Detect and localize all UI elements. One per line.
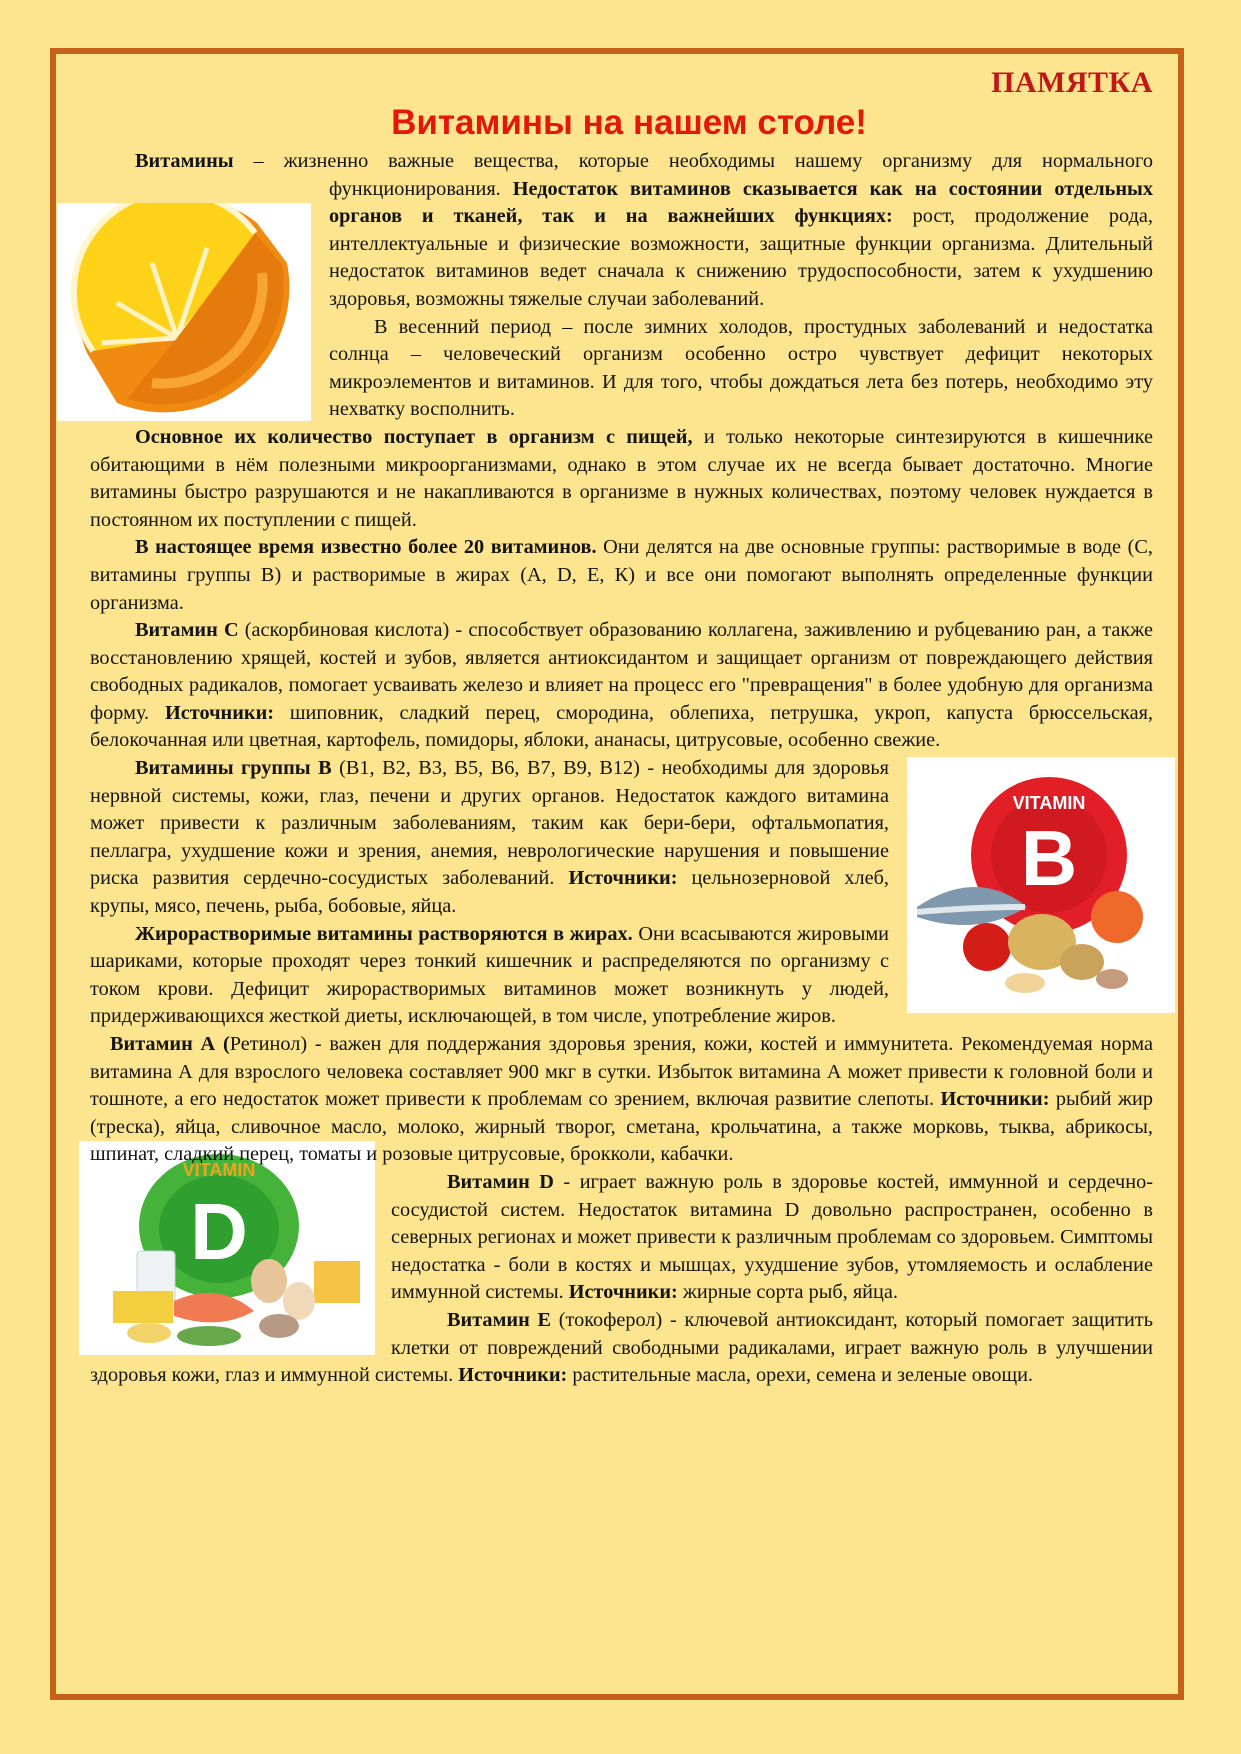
- mushroom-icon: [259, 1314, 299, 1338]
- paragraph-vitamin-a: Витамин А (Ретинол) - важен для поддержания здоровья зрения, кожи, костей и иммунитета. Рекомендуемая норма витамина А для взрослого человека составляет 900 мкг в сутки. Избыток витамина А может привести к головной боли и тошноте, а его недостаток может привести к проблемам со зрением, включая развитие слепоты. Источники: рыбий жир (треска), яйца, сливочное масло, молоко, жирный творог, сметана, крольчатина, а также морковь, тыква, абрикосы, шпинат, сладкий перец, томаты и розовые цитрусовые, брокколи, кабачки.: [90, 1033, 1153, 1166]
- paragraph-vitamin-e: Витамин Е (токоферол) - ключевой антиоксидант, который помогает защитить клетки от повреждений свободными радикалами, играет важную роль в улучшении здоровья кожи, глаз и иммунной системы. Источники: растительные масла, орехи, семена и зеленые овощи.: [90, 1308, 1153, 1387]
- paragraph-intake: Основное их количество поступает в организм с пищей, и только некоторые синтезируются в кишечнике обитающими в нём полезными микроорганизмами, однако в этом случае их не всегда бывает достаточно. Многие витамины быстро разрушаются и не накапливаются в организме в нужных количествах, поэтому человек нуждается в постоянном их поступлении с пищей.: [90, 425, 1153, 531]
- svg-text:VITAMIN: VITAMIN: [182, 1159, 256, 1180]
- memo-label: ПАМЯТКА: [991, 66, 1153, 99]
- article-body: [90, 148, 1153, 1390]
- vitamin-d-image: [79, 1141, 375, 1355]
- peas-icon: [177, 1326, 241, 1346]
- lemon-slice-icon: [57, 203, 311, 421]
- paragraph-vitamin-b: Витамины группы В (В1, В2, В3, В5, В6, В7, В9, В12) - необходимы для здоровья нервной системы, кожи, глаз, печени и других органов. Недостаток каждого витамина может привести к различным заболеваниям, таким как бери-бери, офтальмопатия, пеллагра, ухудшение кожи и зрения, анемия, неврологические нарушения и повышение риска развития сердечно-сосудистых заболеваний. Источники: цельнозерновой хлеб, крупы, мясо, печень, рыба, бобовые, яйца.: [90, 757, 889, 918]
- svg-text:B: B: [1020, 814, 1078, 903]
- vitamin-b-image: [907, 757, 1175, 1013]
- paragraph-spring: В весенний период – после зимних холодов, простудных заболеваний и недостатка солнца – человеческий организм особенно остро чувствует дефицит некоторых микроэлементов и витаминов. И для того, чтобы дождаться лета без потерь, необходимо эту нехватку восполнить.: [329, 315, 1153, 421]
- crab-icon: [1091, 891, 1143, 943]
- paragraph-groups: В настоящее время известно более 20 витаминов. Они делятся на две основные группы: растворимые в воде (С, витамины группы В) и растворимые в жирах (А, D, Е, К) и все они помогают выполнять определенные функции организма.: [90, 536, 1153, 614]
- lemon-slice-image: [57, 203, 311, 421]
- cheese-icon: [113, 1291, 173, 1323]
- page-title: Витамины на нашем столе!: [391, 103, 867, 142]
- paragraph-vitamin-d: Витамин D - играет важную роль в здоровье костей, иммунной и сердечно-сосудистой систем. Недостаток витамина D довольно распространен, особенно в северных регионах и может привести к различным проблемам со здоровьем. Симптомы недостатка - боли в костях и мышцах, ухудшение зубов, утомляемость и ослабление иммунной системы. Источники: жирные сорта рыб, яйца.: [391, 1170, 1153, 1304]
- svg-text:D: D: [190, 1186, 248, 1276]
- mushroom-icon: [1096, 969, 1128, 989]
- paragraph-fat-soluble: Жирорастворимые витамины растворяются в жирах. Они всасываются жировыми шариками, которые проходят через тонкий кишечник и распределяются по организму с током крови. Дефицит жирорастворимых витаминов может возникнуть у людей, придерживающихся жесткой диеты, исключающей, в том числе, употребление жиров.: [90, 922, 890, 1028]
- tomato-icon: [963, 923, 1011, 971]
- svg-text:VITAMIN: VITAMIN: [1012, 793, 1086, 814]
- egg-icon: [251, 1259, 287, 1303]
- beans-icon: [1005, 973, 1045, 993]
- paragraph-intro: Витамины – жизненно важные вещества, которые необходимы нашему организму для нормального функционирования. Недостаток витаминов сказывается как на состоянии отдельных органов и тканей, так и на важнейших функциях: рост, продолжение рода, интеллектуальные и физические возможности, защитные функции организма. Длительный недостаток витаминов ведет сначала к снижению трудоспособности, затем к ухудшению здоровья, возможны тяжелые случаи заболеваний.: [135, 150, 1153, 310]
- paragraph-vitamin-c: Витамин С (аскорбиновая кислота) - способствует образованию коллагена, заживлению и рубцеванию ран, а также восстановлению хрящей, костей и зубов, является антиоксидантом и защищает организм от повреждающего действия свободных радикалов, помогает усваивать железо и влияет на процесс его "превращения" в более удобную для организма форму. Источники: шиповник, сладкий перец, смородина, облепиха, петрушка, укроп, капуста брюссельская, белокочанная или цветная, картофель, помидоры, яблоки, ананасы, цитрусовые, особенно свежие.: [90, 619, 1154, 752]
